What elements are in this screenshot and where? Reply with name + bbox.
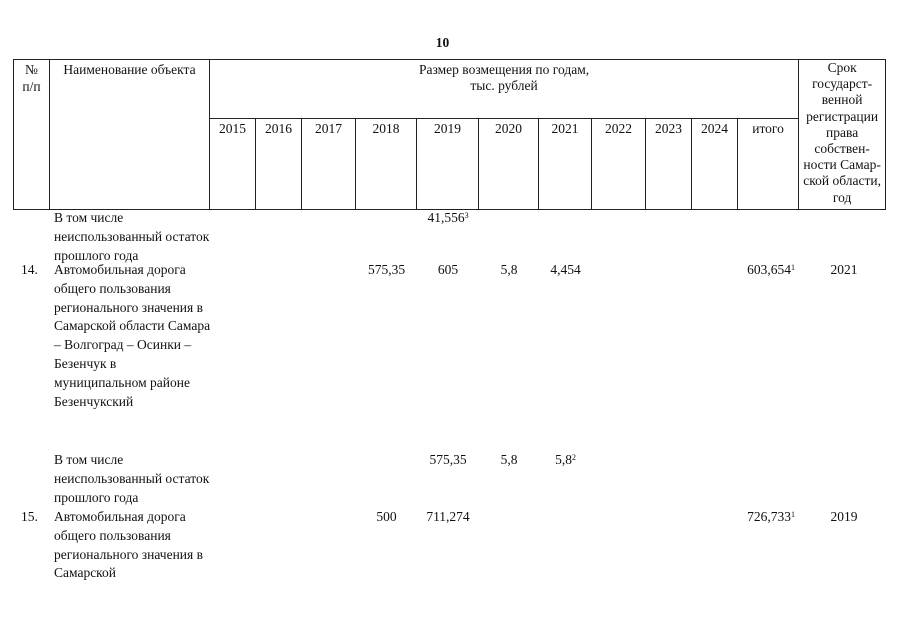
row-label-remainder-2: В том числе неиспользованный остаток прошлого года: [54, 452, 210, 505]
row-label-14: Автомобильная дорога общего пользования регионального значения в Самарской области Самара – Волгоград – Осинки – Безенчук в муниципальном районе Безенчукский: [54, 262, 211, 409]
cell-2018-14: 575,35: [367, 262, 406, 277]
cell-term-15: 2019: [830, 509, 858, 524]
header-year-2017: 2017: [302, 119, 356, 210]
header-col-term: Срок государст-венной регистрации права собствен-ности Самар-ской области, год: [799, 60, 886, 210]
cell-2019-remainder-2: 575,35: [429, 452, 467, 467]
cell-2021-14: 4,454: [550, 262, 581, 277]
header-year-2024: 2024: [692, 119, 738, 210]
header-year-2023: 2023: [646, 119, 692, 210]
cell-2019-15: 711,274: [426, 509, 470, 524]
cell-total-14: 603,654$^1$: [747, 262, 795, 277]
header-col-name: Наименование объекта: [50, 60, 210, 210]
header-year-2015: 2015: [210, 119, 256, 210]
header-year-total: итого: [738, 119, 799, 210]
row-number-14: 14.: [21, 262, 38, 277]
cell-2018-15: 500: [376, 509, 397, 524]
cell-2019-remainder-1: 41,556$^3$: [427, 210, 469, 225]
page-number: 10: [435, 35, 450, 50]
header-year-2021: 2021: [539, 119, 592, 210]
row-label-15: Автомобильная дорога общего пользования регионального значения в Самарской: [54, 509, 203, 581]
cell-2020-remainder-2: 5,8: [500, 452, 518, 467]
header-year-2020: 2020: [479, 119, 539, 210]
cell-2021-remainder-2: $5,8^2$: [555, 452, 576, 467]
table-header: [13, 59, 885, 210]
row-number-15: 15.: [21, 509, 38, 524]
cell-total-15: 726,733$^1$: [747, 509, 795, 524]
row-label-remainder-1: В том числе неиспользованный остаток прошлого года: [54, 210, 210, 263]
header-col-group: Размер возмещения по годам, тыс. рублей: [210, 60, 799, 119]
cell-2019-14: 605: [437, 262, 459, 277]
header-col-no: № п/п: [14, 60, 50, 210]
header-year-2022: 2022: [592, 119, 646, 210]
header-year-2019: 2019: [417, 119, 479, 210]
cell-term-14: 2021: [830, 262, 858, 277]
header-year-2016: 2016: [256, 119, 302, 210]
cell-2020-14: 5,8: [500, 262, 518, 277]
header-year-2018: 2018: [356, 119, 417, 210]
